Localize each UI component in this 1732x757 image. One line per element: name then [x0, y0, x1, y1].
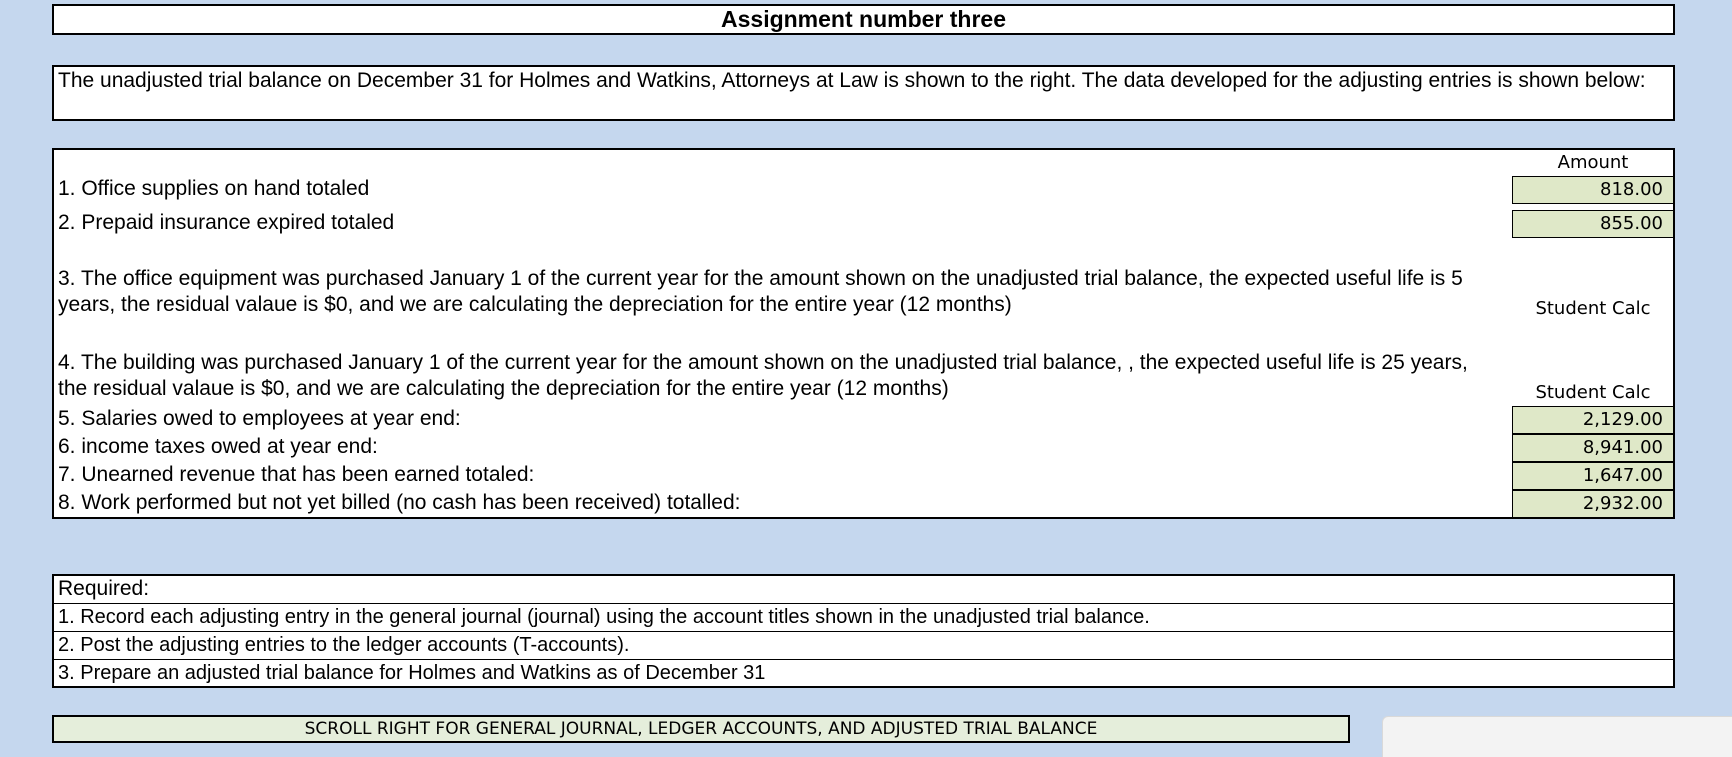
item-5-text[interactable]: 5. Salaries owed to employees at year end: [58, 407, 461, 430]
item-1-amount[interactable]: 818.00 [1512, 176, 1674, 204]
item-3-amount[interactable]: Student Calc [1535, 298, 1651, 319]
required-heading[interactable]: Required: [58, 577, 150, 600]
side-panel [1382, 716, 1732, 757]
scroll-right-note[interactable]: SCROLL RIGHT FOR GENERAL JOURNAL, LEDGER ACCOUNTS, AND ADJUSTED TRIAL BALANCE [52, 715, 1350, 743]
adjusting-data-table [52, 148, 1675, 519]
item-3-text[interactable]: 3. The office equipment was purchased January 1 of the current year for the amount shown on the unadjusted trial balance, the expected useful life is 5 years, the residual valaue is $0, and we are calculating the depreciation for the entire year (12 months) [58, 267, 1463, 316]
assignment-title-cell[interactable] [52, 4, 1675, 35]
required-section [52, 574, 1675, 688]
item-8-text[interactable]: 8. Work performed but not yet billed (no cash has been received) totalled: [58, 491, 741, 514]
required-line-1[interactable]: 1. Record each adjusting entry in the general journal (journal) using the account titles shown in the unadjusted trial balance. [58, 606, 1150, 628]
intro-cell[interactable] [52, 65, 1675, 121]
required-line-2[interactable]: 2. Post the adjusting entries to the ledger accounts (T-accounts). [58, 634, 630, 656]
item-1-text[interactable]: 1. Office supplies on hand totaled [58, 177, 370, 200]
item-4-text[interactable]: 4. The building was purchased January 1 of the current year for the amount shown on the unadjusted trial balance, , the expected useful life is 25 years, the residual valaue is $0, and we are calculating the depreciation for the entire year (12 months) [58, 351, 1468, 400]
item-6-amount[interactable]: 8,941.00 [1512, 434, 1674, 462]
item-4-amount[interactable]: Student Calc [1535, 382, 1651, 403]
required-line-3[interactable]: 3. Prepare an adjusted trial balance for Holmes and Watkins as of December 31 [58, 662, 766, 684]
item-2-text[interactable]: 2. Prepaid insurance expired totaled [58, 211, 395, 234]
item-7-text[interactable]: 7. Unearned revenue that has been earned totaled: [58, 463, 535, 486]
assignment-title: Assignment number three [721, 6, 1006, 32]
amount-column-header: Amount [1557, 152, 1629, 173]
item-2-amount[interactable]: 855.00 [1512, 210, 1674, 238]
item-5-amount[interactable]: 2,129.00 [1512, 406, 1674, 434]
intro-text: The unadjusted trial balance on December 31 for Holmes and Watkins, Attorneys at Law is shown to the right. The data developed for the adjusting entries is shown below: [58, 69, 1646, 92]
item-8-amount[interactable]: 2,932.00 [1512, 490, 1674, 518]
item-7-amount[interactable]: 1,647.00 [1512, 462, 1674, 490]
item-6-text[interactable]: 6. income taxes owed at year end: [58, 435, 378, 458]
